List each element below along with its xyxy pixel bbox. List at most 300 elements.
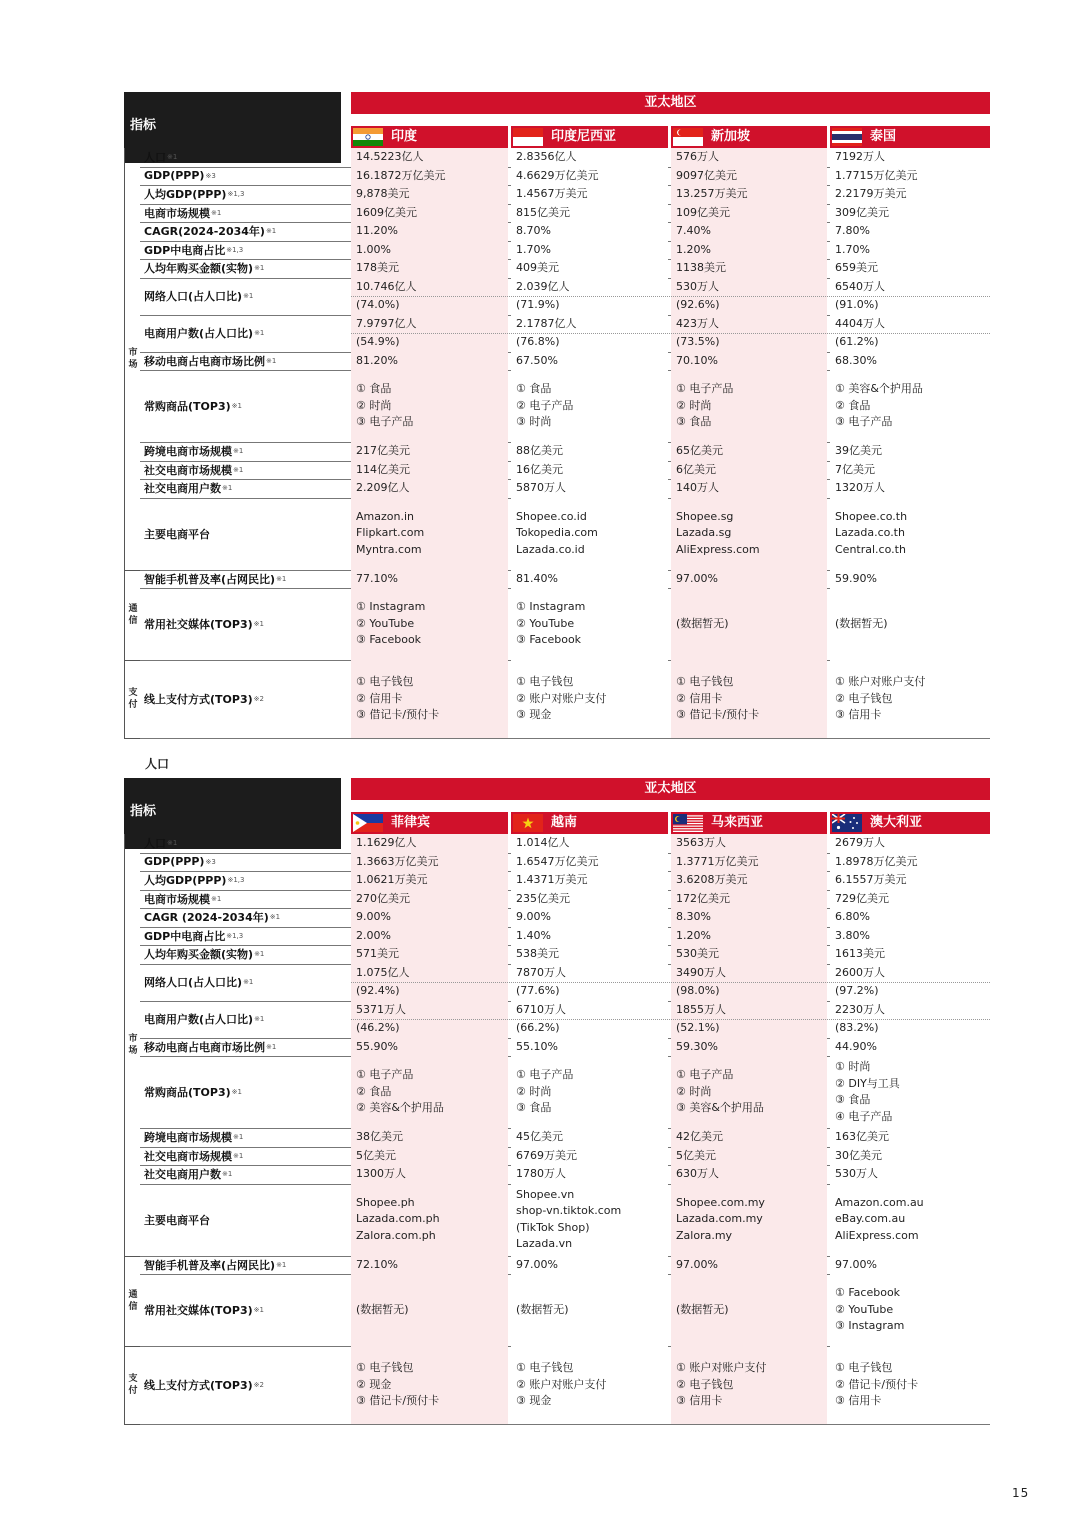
cell-line: (83.2%)	[835, 1021, 879, 1034]
indicator-label	[144, 1165, 341, 1184]
cell-line: 1609亿美元	[356, 205, 417, 219]
cell-line: 44.90%	[835, 1039, 877, 1053]
cell-line: 5亿美元	[356, 1148, 396, 1162]
data-cell	[511, 1056, 668, 1128]
data-cell	[511, 927, 668, 946]
cell-line: 2600万人	[835, 965, 885, 979]
data-cell	[830, 570, 990, 589]
indicator-label-text: 移动电商占电商市场比例	[144, 1040, 265, 1054]
cell-line: ① 食品	[516, 382, 552, 396]
cell-line: ② 时尚	[676, 398, 712, 412]
data-cell	[511, 442, 668, 461]
cell-line: ① 美容&个护用品	[835, 382, 923, 396]
country-header	[511, 812, 668, 834]
data-cell	[351, 1184, 508, 1256]
cell-line: ② 现金	[356, 1377, 392, 1391]
cell-line: 30亿美元	[835, 1148, 882, 1162]
section-divider	[124, 1424, 140, 1425]
cell-line: 55.10%	[516, 1039, 558, 1053]
data-cell	[671, 1128, 827, 1147]
data-cell	[351, 853, 508, 872]
cell-line: Amazon.in	[356, 509, 414, 523]
country-header	[671, 126, 827, 148]
indicator-label	[144, 1056, 341, 1128]
footnote-mark: ※1	[253, 620, 264, 628]
cell-line: ② 电子钱包	[676, 1377, 734, 1391]
cell-line: 11.20%	[356, 224, 398, 237]
cell-line: 8.70%	[516, 224, 551, 237]
country-header	[671, 812, 827, 834]
indicator-label	[144, 204, 341, 223]
cell-line: 571美元	[356, 947, 399, 960]
indicator-label-text: 网络人口(占人口比)	[144, 976, 243, 989]
indicator-label	[144, 834, 341, 853]
cell-line: 9.00%	[516, 910, 551, 923]
country-header	[830, 812, 990, 834]
country-name: 澳大利亚	[870, 815, 923, 830]
cell-line: 45亿美元	[516, 1130, 563, 1143]
data-cell	[671, 588, 827, 660]
region-header: 亚太地区	[351, 92, 990, 114]
cell-line: (54.9%)	[356, 335, 400, 348]
cell-line: ③ 现金	[516, 1394, 552, 1408]
data-cell	[671, 890, 827, 909]
cell-line: 6亿美元	[676, 462, 716, 476]
cell-line: ② 账户对账户支付	[516, 1377, 607, 1391]
cell-line: 2.209亿人	[356, 481, 410, 494]
footnote-mark: ※1	[231, 1088, 242, 1096]
region-header: 亚太地区	[351, 778, 990, 800]
cell-line: ② 电子产品	[516, 398, 574, 412]
indicator-label-text: 跨境电商市场规模	[144, 1131, 232, 1145]
data-cell	[671, 660, 827, 738]
data-cell	[671, 1274, 827, 1346]
data-cell	[830, 370, 990, 442]
cell-line: 9,878美元	[356, 187, 410, 200]
footnote-mark: ※1	[233, 1133, 244, 1142]
footnote-mark: ※1	[222, 484, 233, 493]
cell-line: 1.20%	[676, 928, 711, 942]
country-name: 泰国	[870, 129, 897, 144]
indicator-label-text: 智能手机普及率(占网民比)	[144, 1258, 276, 1272]
indicator-label-text: 主要电商平台	[144, 527, 210, 541]
cell-line: 140万人	[676, 481, 719, 494]
data-cell	[671, 241, 827, 260]
cell-line: ① 电子钱包	[835, 1361, 893, 1375]
cell-line: 538美元	[516, 947, 559, 960]
indicator-label-text: 跨境电商市场规模	[144, 445, 232, 459]
indicator-label-text: 电商市场规模	[144, 892, 210, 906]
cell-line: ① 电子钱包	[516, 1361, 574, 1375]
footnote-mark: ※2	[253, 1381, 264, 1389]
data-cell	[351, 167, 508, 186]
cell-line: ② 美容&个护用品	[356, 1101, 444, 1115]
vietnam-flag-icon	[513, 814, 543, 832]
data-cell	[351, 945, 508, 964]
indicator-label	[144, 890, 341, 909]
data-cell	[511, 871, 668, 890]
country-name: 印度	[391, 129, 418, 144]
footnote-mark: ※1	[254, 329, 265, 337]
indicator-label	[144, 461, 341, 480]
cell-line: 6540万人	[835, 279, 885, 293]
data-cell	[671, 834, 827, 853]
cell-line: 97.00%	[676, 1257, 718, 1271]
cell-line: ① Instagram	[356, 600, 426, 614]
indicator-header-label: 指标	[130, 118, 157, 133]
cell-line: 217亿美元	[356, 444, 410, 457]
data-cell	[671, 461, 827, 480]
data-cell	[830, 1128, 990, 1147]
cell-line: (数据暂无)	[835, 616, 888, 630]
cell-line: ① 电子钱包	[516, 675, 574, 689]
data-cell	[351, 1038, 508, 1057]
data-cell	[511, 185, 668, 204]
section-label: 市 场	[128, 347, 138, 370]
cell-line: ① 电子钱包	[676, 675, 734, 689]
cell-line: 1138美元	[676, 261, 726, 274]
data-cell	[830, 660, 990, 738]
cell-line: 172亿美元	[676, 891, 730, 905]
data-cell	[511, 588, 668, 660]
data-cell	[671, 1346, 827, 1424]
section-column	[124, 570, 141, 661]
cell-line: 7192万人	[835, 150, 885, 163]
indicator-label	[144, 370, 341, 442]
data-cell	[830, 927, 990, 946]
indicator-label	[144, 278, 341, 315]
data-cell	[671, 1165, 827, 1184]
data-cell	[671, 570, 827, 589]
data-cell	[830, 945, 990, 964]
indicator-label	[144, 1274, 341, 1346]
cell-line: 5870万人	[516, 481, 566, 494]
data-cell	[351, 1256, 508, 1275]
country-header	[351, 812, 508, 834]
data-cell	[830, 1184, 990, 1256]
data-cell	[511, 498, 668, 570]
cell-line: 6710万人	[516, 1002, 566, 1016]
cell-line: 1.00%	[356, 242, 391, 256]
indicator-label-text: 人均年购买金额(实物)	[144, 948, 254, 962]
cell-line: 77.10%	[356, 571, 398, 585]
section-column	[124, 834, 141, 1256]
inner-divider	[351, 296, 990, 297]
data-cell	[511, 479, 668, 498]
cell-line: 1613美元	[835, 947, 885, 960]
indicator-label-text: 常购商品(TOP3)	[144, 400, 231, 413]
data-cell	[351, 1346, 508, 1424]
footnote-mark: ※1,3	[226, 931, 244, 940]
cell-line: Zalora.com.ph	[356, 1228, 436, 1242]
data-cell	[511, 1038, 668, 1057]
footnote-mark: ※1	[254, 264, 265, 273]
cell-line: (91.0%)	[835, 298, 879, 311]
cell-line: 3563万人	[676, 836, 726, 849]
cell-line: 2.039亿人	[516, 279, 570, 293]
cell-line: 55.90%	[356, 1039, 398, 1053]
indicator-label	[144, 315, 341, 352]
indicator-label-text: 电商用户数(占人口比)	[144, 327, 254, 340]
cell-line: 59.30%	[676, 1039, 718, 1053]
data-cell	[511, 1147, 668, 1166]
cell-line: (92.4%)	[356, 984, 400, 997]
indicator-label	[144, 1346, 341, 1424]
data-cell	[351, 442, 508, 461]
cell-line: ② 信用卡	[356, 691, 403, 705]
indicator-label	[144, 1038, 341, 1057]
cell-line: ③ Facebook	[356, 633, 422, 647]
cell-line: 59.90%	[835, 571, 877, 585]
data-cell	[830, 461, 990, 480]
cell-line: (46.2%)	[356, 1021, 400, 1034]
data-cell	[671, 259, 827, 278]
section-column	[124, 660, 141, 738]
section-divider	[124, 738, 140, 739]
indicator-label-text: GDP中电商占比	[144, 929, 226, 943]
data-cell	[830, 148, 990, 167]
cell-line: 530万人	[676, 279, 719, 293]
cell-line: (73.5%)	[676, 335, 720, 348]
data-cell	[511, 890, 668, 909]
data-cell	[351, 185, 508, 204]
cell-line: 2230万人	[835, 1002, 885, 1016]
cell-line: 1.3663万亿美元	[356, 854, 439, 868]
section-label: 支 付	[128, 688, 138, 710]
country-name: 马来西亚	[711, 815, 764, 830]
indicator-label	[144, 964, 341, 1001]
data-cell	[511, 222, 668, 241]
indicator-label-text: 人均GDP(PPP)	[144, 188, 227, 202]
indicator-label	[144, 1184, 341, 1256]
cell-line: Flipkart.com	[356, 526, 425, 540]
data-cell	[511, 461, 668, 480]
cell-line: (98.0%)	[676, 984, 720, 997]
cell-line: ③ Facebook	[516, 633, 582, 647]
data-cell	[511, 1274, 668, 1346]
section-column	[124, 1346, 141, 1424]
data-cell	[351, 222, 508, 241]
cell-line: 38亿美元	[356, 1130, 403, 1143]
data-cell	[511, 1184, 668, 1256]
data-cell	[830, 1274, 990, 1346]
cell-line: ② 时尚	[516, 1084, 552, 1098]
cell-line: 3490万人	[676, 965, 726, 979]
cell-line: (数据暂无)	[356, 1302, 409, 1316]
footnote-mark: ※1,3	[226, 245, 244, 254]
data-cell	[351, 370, 508, 442]
cell-line: 1.3771万亿美元	[676, 854, 759, 868]
footnote-mark: ※1	[266, 356, 277, 365]
footnote-mark: ※1	[243, 978, 254, 986]
indicator-label-text: GDP(PPP)	[144, 855, 205, 869]
data-cell	[671, 442, 827, 461]
indicator-label-text: CAGR (2024-2034年)	[144, 911, 269, 925]
cell-line: Zalora.my	[676, 1228, 733, 1242]
indicator-label-text: 线上支付方式(TOP3)	[144, 1379, 253, 1392]
cell-line: 530美元	[676, 947, 719, 960]
data-cell	[351, 352, 508, 371]
cell-line: 2679万人	[835, 836, 885, 849]
data-cell	[830, 204, 990, 223]
footnote-mark: ※3	[205, 857, 216, 866]
cell-line: ① 时尚	[835, 1060, 871, 1073]
inner-divider	[351, 333, 990, 334]
cell-line: 7亿美元	[835, 462, 875, 476]
data-cell	[830, 241, 990, 260]
cell-line: ① Instagram	[516, 600, 586, 614]
data-cell	[830, 588, 990, 660]
data-cell	[511, 570, 668, 589]
cell-line: 270亿美元	[356, 891, 410, 905]
cell-line: (92.6%)	[676, 298, 720, 311]
indicator-label-text: 常用社交媒体(TOP3)	[144, 1304, 253, 1317]
cell-line: Lazada.sg	[676, 526, 732, 540]
cell-line: Shopee.sg	[676, 509, 734, 523]
footnote-mark: ※1	[211, 208, 222, 217]
data-cell	[351, 1147, 508, 1166]
indicator-label	[144, 1256, 341, 1275]
section-label: 支 付	[128, 1374, 138, 1396]
australia-flag-icon	[832, 814, 862, 832]
cell-line: 1.014亿人	[516, 836, 570, 849]
cell-line: 2.8356亿人	[516, 150, 577, 163]
indicator-label	[144, 588, 341, 660]
footnote-mark: ※1	[233, 465, 244, 474]
data-cell	[830, 1056, 990, 1128]
cell-line: Shopee.co.id	[516, 509, 587, 523]
data-cell	[830, 498, 990, 570]
data-cell	[351, 660, 508, 738]
cell-line: (数据暂无)	[676, 1302, 729, 1316]
cell-line: 576万人	[676, 150, 719, 163]
cell-line: ③ Instagram	[835, 1319, 905, 1333]
cell-line: (数据暂无)	[676, 616, 729, 630]
data-cell	[351, 204, 508, 223]
cell-line: ② 食品	[356, 1084, 392, 1098]
indicator-label-text: 社交电商用户数	[144, 482, 221, 496]
data-cell	[511, 204, 668, 223]
cell-line: ③ 食品	[676, 415, 712, 429]
cell-line: 8.30%	[676, 910, 711, 923]
country-header	[830, 126, 990, 148]
cell-line: 5371万人	[356, 1002, 406, 1016]
cell-line: Lazada.com.my	[676, 1212, 763, 1226]
row-divider	[140, 738, 990, 739]
cell-line: ① 电子产品	[356, 1068, 414, 1082]
cell-line: 3.80%	[835, 928, 870, 942]
indicator-label	[144, 352, 341, 371]
cell-line: ③ 食品	[835, 1093, 871, 1106]
cell-line: Shopee.com.my	[676, 1195, 765, 1209]
cell-line: 109亿美元	[676, 205, 730, 219]
cell-line: ② 食品	[835, 398, 871, 412]
indicator-label-text: 社交电商市场规模	[144, 463, 232, 477]
cell-line: 1.70%	[835, 242, 870, 256]
data-cell	[351, 498, 508, 570]
data-cell	[351, 871, 508, 890]
cell-line: 163亿美元	[835, 1130, 889, 1143]
data-cell	[830, 1256, 990, 1275]
footnote-mark: ※2	[253, 695, 264, 703]
cell-line: 81.40%	[516, 571, 558, 585]
cell-line: 6769万美元	[516, 1148, 577, 1162]
page-number: 15	[1012, 1486, 1030, 1500]
cell-line: ② 时尚	[356, 398, 392, 412]
data-cell	[830, 834, 990, 853]
indicator-label-text: CAGR(2024-2034年)	[144, 225, 265, 239]
data-cell	[351, 241, 508, 260]
data-cell	[351, 570, 508, 589]
cell-line: 16.1872万亿美元	[356, 168, 446, 182]
data-cell	[671, 853, 827, 872]
data-cell	[671, 352, 827, 371]
cell-line: 1.4567万美元	[516, 187, 588, 200]
caption: 人口	[145, 757, 170, 771]
cell-line: ② 借记卡/预付卡	[835, 1377, 919, 1391]
data-cell	[511, 834, 668, 853]
cell-line: 530万人	[835, 1167, 878, 1180]
data-cell	[351, 890, 508, 909]
indicator-label-text: 智能手机普及率(占网民比)	[144, 572, 276, 586]
cell-line: ① 账户对账户支付	[676, 1361, 767, 1375]
cell-line: 423万人	[676, 316, 719, 330]
data-cell	[511, 241, 668, 260]
cell-line: (76.8%)	[516, 335, 560, 348]
cell-line: 235亿美元	[516, 891, 570, 905]
data-cell	[351, 148, 508, 167]
malaysia-flag-icon	[673, 814, 703, 832]
indicator-label	[144, 1001, 341, 1038]
data-cell	[511, 945, 668, 964]
cell-line: 1.70%	[516, 242, 551, 256]
data-cell	[671, 1038, 827, 1057]
section-label: 通 信	[128, 603, 138, 626]
data-cell	[671, 908, 827, 927]
cell-line: ② DIY与工具	[835, 1076, 900, 1090]
data-cell	[511, 1346, 668, 1424]
singapore-flag-icon	[673, 128, 703, 146]
indicator-label-text: 电商用户数(占人口比)	[144, 1013, 254, 1026]
data-cell	[351, 1056, 508, 1128]
cell-line: 6.1557万美元	[835, 873, 907, 886]
cell-line: 1300万人	[356, 1167, 406, 1180]
cell-line: ② 信用卡	[676, 691, 723, 705]
cell-line: 97.00%	[835, 1257, 877, 1271]
data-cell	[671, 1056, 827, 1128]
cell-line: (66.2%)	[516, 1021, 560, 1034]
data-cell	[351, 1274, 508, 1346]
cell-line: 815亿美元	[516, 205, 570, 219]
cell-line: (97.2%)	[835, 984, 879, 997]
cell-line: ① 电子产品	[676, 1068, 734, 1082]
cell-line: ④ 电子产品	[835, 1109, 893, 1123]
indicator-label-text: 主要电商平台	[144, 1213, 210, 1227]
cell-line: 81.20%	[356, 353, 398, 367]
data-cell	[511, 1256, 668, 1275]
cell-line: 9.00%	[356, 910, 391, 923]
cell-line: 7.40%	[676, 224, 711, 237]
indicator-label	[144, 241, 341, 260]
inner-divider	[351, 982, 990, 983]
cell-line: Central.co.th	[835, 542, 906, 556]
cell-line: ③ 信用卡	[835, 1394, 882, 1408]
cell-line: ① 电子产品	[676, 382, 734, 396]
footnote-mark: ※1	[254, 950, 265, 959]
cell-line: 1.0621万美元	[356, 873, 428, 886]
data-cell	[351, 927, 508, 946]
cell-line: 97.00%	[516, 1257, 558, 1271]
